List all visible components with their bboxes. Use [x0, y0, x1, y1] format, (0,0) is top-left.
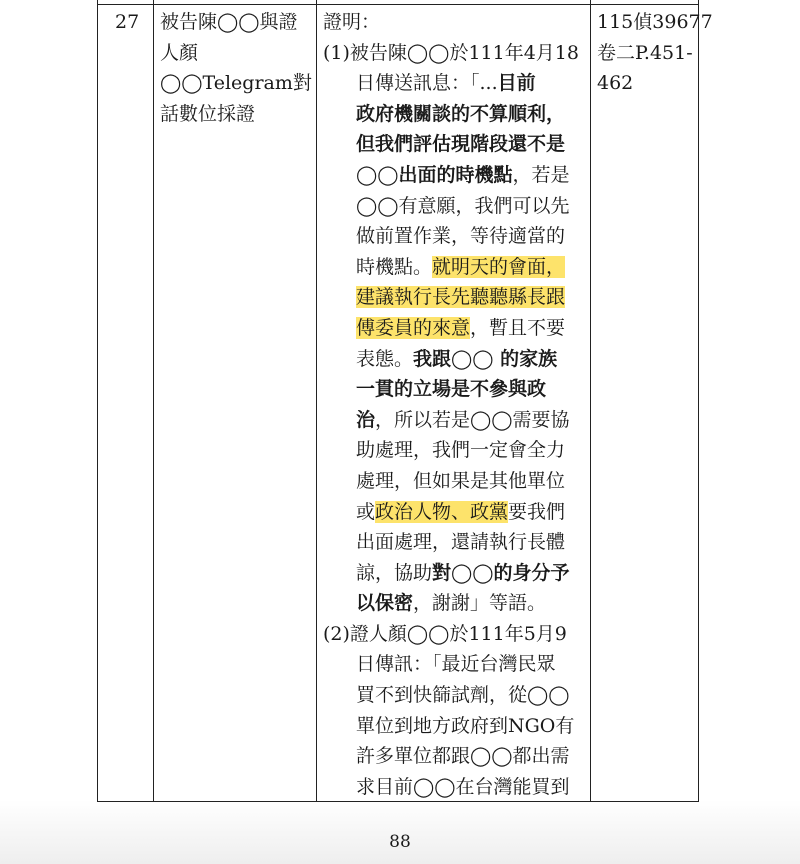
description-line: ◯◯Telegram對 — [160, 72, 312, 95]
purpose-line — [323, 129, 588, 160]
text-segment: 表態。 — [356, 347, 414, 370]
purpose-line — [323, 38, 588, 69]
highlighted-text: 就明天的會面， — [432, 255, 566, 278]
purpose-line — [323, 527, 588, 558]
row-number: 27 — [115, 11, 140, 33]
source-reference — [597, 7, 713, 99]
purpose-item-1 — [323, 38, 588, 619]
purpose-line — [323, 466, 588, 497]
purpose-line — [323, 252, 588, 283]
purpose-line — [323, 405, 588, 436]
highlighted-text: 傅委員的來意 — [356, 316, 471, 339]
purpose-line — [323, 711, 588, 742]
text-segment: ◯◯有意願，我們可以先 — [356, 194, 570, 217]
purpose-line — [323, 649, 588, 680]
evidence-table — [97, 0, 713, 802]
text-segment: 助處理，我們一定會全力 — [356, 439, 566, 462]
purpose-line — [323, 160, 588, 191]
text-segment: 日傳送訊息：「... — [356, 72, 498, 95]
text-segment: ，所以若是◯◯需要協 — [375, 408, 570, 431]
text-segment: 買不到快篩試劑，從◯◯ — [356, 684, 570, 707]
page-number: 88 — [389, 832, 411, 852]
text-segment: ，暫且不要 — [470, 316, 566, 339]
description-line: 話數位採證 — [160, 102, 256, 125]
bold-text: 但我們評估現階段還不是 — [356, 133, 566, 156]
row-top-border — [98, 4, 698, 5]
purpose-line — [323, 741, 588, 772]
text-segment: 諒，協助 — [356, 561, 433, 584]
column-divider — [153, 0, 154, 801]
bold-text: 政府機關談的不算順利， — [356, 102, 566, 125]
text-segment: 時機點。 — [356, 255, 433, 278]
text-segment: (2)證人顏◯◯於111年5月9 — [323, 622, 567, 645]
purpose-line — [323, 619, 588, 650]
text-segment: 出面處理，還請執行長體 — [356, 531, 566, 554]
purpose-item-2 — [323, 619, 588, 803]
description-line: 人顏 — [160, 41, 199, 64]
text-segment: ，若是 — [512, 163, 570, 186]
evidence-description — [160, 7, 310, 129]
text-segment: (1)被告陳◯◯於111年4月18 — [323, 41, 579, 64]
description-line: 被告陳◯◯與證 — [160, 11, 298, 33]
column-divider — [316, 0, 317, 801]
purpose-line — [323, 221, 588, 252]
text-segment: 求目前◯◯在台灣能買到 — [356, 775, 570, 798]
text-segment: 許多單位都跟◯◯都出需 — [356, 745, 570, 768]
text-segment: 日傳訊：「最近台灣民眾 — [356, 653, 556, 676]
text-segment: 單位到地方政府到NGO有 — [356, 714, 575, 737]
column-divider — [590, 0, 591, 801]
bold-text: 一貫的立場是不參與政 — [356, 378, 547, 401]
evidence-purpose — [323, 7, 588, 802]
purpose-line — [323, 588, 588, 619]
bold-text: ◯◯出面的時機點 — [356, 163, 513, 186]
purpose-line — [323, 99, 588, 130]
purpose-heading: 證明： — [323, 11, 381, 33]
purpose-line — [323, 68, 588, 99]
highlighted-text: 政治人物、政黨 — [375, 500, 509, 523]
text-segment: ，謝謝」等語。 — [413, 592, 547, 615]
bold-text: 以保密 — [356, 592, 414, 615]
text-segment: 處理，但如果是其他單位 — [356, 469, 566, 492]
purpose-line — [323, 344, 588, 375]
source-line: 115偵39677 — [597, 11, 713, 33]
text-segment: 做前置作業，等待適當的 — [356, 225, 566, 248]
highlighted-text: 建議執行長先聽聽縣長跟 — [356, 286, 566, 309]
text-segment: 或 — [356, 500, 376, 523]
purpose-line — [323, 680, 588, 711]
purpose-line — [323, 497, 588, 528]
purpose-line — [323, 282, 588, 313]
source-line: 462 — [597, 72, 634, 95]
bold-text: 對◯◯的身分予 — [432, 561, 570, 584]
purpose-line — [323, 558, 588, 589]
source-line: 卷二P.451- — [597, 41, 693, 64]
bold-text: 治 — [356, 408, 376, 431]
purpose-line — [323, 191, 588, 222]
purpose-line — [323, 313, 588, 344]
purpose-line — [323, 435, 588, 466]
text-segment: 要我們 — [508, 500, 566, 523]
purpose-line — [323, 374, 588, 405]
purpose-line — [323, 772, 588, 803]
bold-text: 目前 — [497, 72, 536, 95]
bold-text: 我跟◯◯ 的家族 — [413, 347, 558, 370]
